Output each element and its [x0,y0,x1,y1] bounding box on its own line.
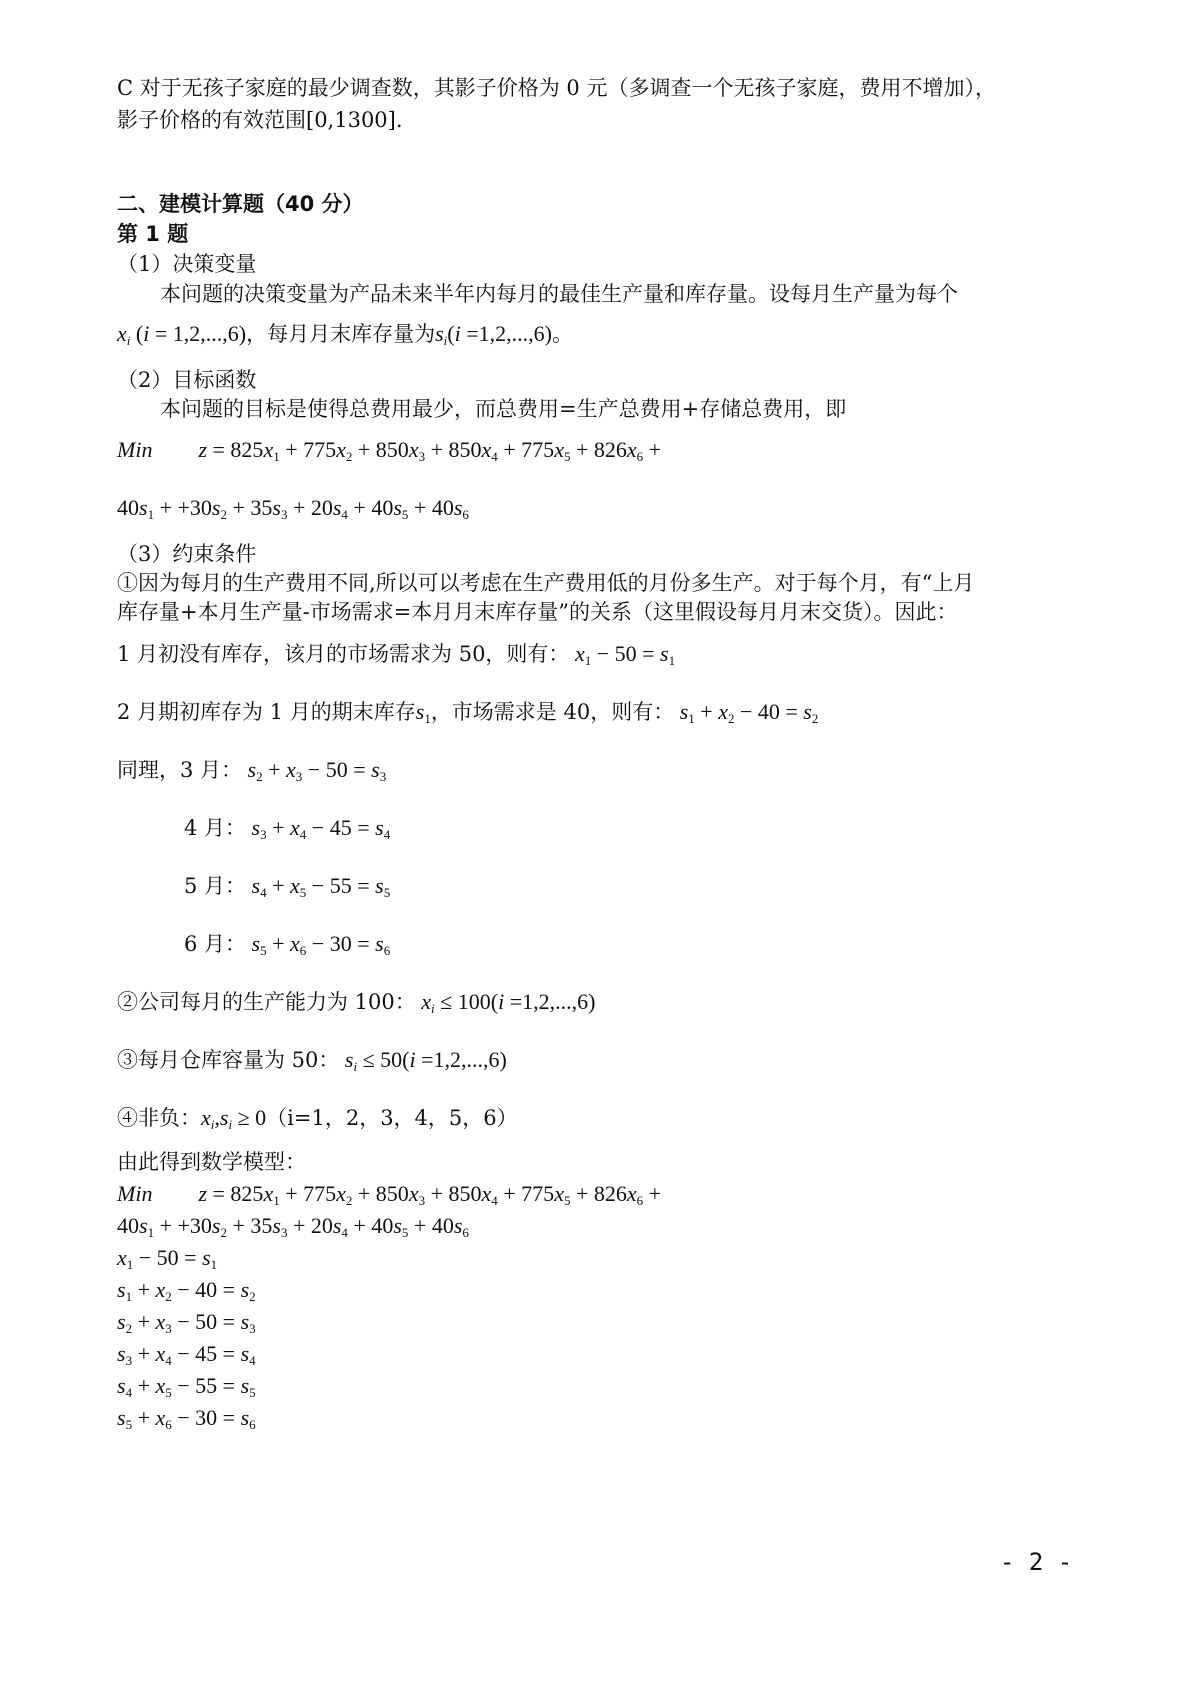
intro-line-2: 影子价格的有效范围[0,1300]. [117,108,403,132]
part1-text: 本问题的决策变量为产品未来半年内每月的最佳生产量和库存量。设每月生产量为每个 [160,282,958,306]
constraint-4-text: ④非负： [117,1106,201,1130]
constraint-4-line: ④非负：$x_i,s_i \ge 0(i=1$，2，3，4，5，6） [117,1105,518,1132]
math-s-def: $s_i(i =1,2,...,6)$ [435,321,552,348]
part2-heading: （2）目标函数 [117,368,257,392]
part2-text: 本问题的目标是使得总费用最少，而总费用=生产总费用+存储总费用，即 [160,397,847,421]
model-objective-line-1: Min $z = 825x_1 + 775x_2 + 850x_3 + 850x_4 + 775x_5 + 826x_6$ + [117,1181,662,1208]
math-x-def: $x_i$ (i = 1,2,...,6) [117,321,247,348]
june-label: 6 月： [184,932,247,956]
model-constraint-6: $s_5 + x_6 - 30 = s_6$ [117,1405,256,1432]
part1-text2-mid: ，每月月末库存量为 [246,322,436,346]
constraint-1-line-2: 库存量+本月生产量-市场需求=本月月末库存量”的关系（这里假设每月月末交货）。因此： [117,600,958,624]
intro-line-1: C 对于无孩子家庭的最少调查数，其影子价格为 0 元（多调查一个无孩子家庭，费用不增加）， [117,76,996,100]
model-constraint-4: $s_3 + x_4 - 45 = s_4$ [117,1341,256,1368]
part1-text2-end: 。 [551,322,573,346]
constraint-2-text: ②公司每月的生产能力为 100： [117,990,416,1014]
constraint-4-tail: （i=1，2，3，4，5，6） [266,1106,518,1130]
problem-title: 第 1 题 [117,222,189,246]
page-number: - 2 - [1000,1548,1073,1576]
constraint-3-line: ③每月仓库容量为 50： $s_i \le 50(i =1,2,...,6)$ [117,1047,507,1074]
march-label: 同理，3 月： [117,758,243,782]
constraint-3-text: ③每月仓库容量为 50： [117,1048,340,1072]
part1-variables-line [117,320,573,348]
january-line: 1 月初没有库存，该月的市场需求为 50，则有： $x_1 - 50 = s_1$ [117,641,676,668]
model-heading: 由此得到数学模型： [117,1150,306,1174]
april-line: 4 月： $s_3 + x_4 - 45 = s_4$ [184,815,391,842]
model-constraint-5: $s_4 + x_5 - 55 = s_5$ [117,1373,256,1400]
model-constraint-2: $s_1 + x_2 - 40 = s_2$ [117,1277,256,1304]
model-constraint-3: $s_2 + x_3 - 50 = s_3$ [117,1309,256,1336]
february-text-a: 2 月期初库存为 1 月的期末库存 [117,700,416,724]
constraint-2-line: ②公司每月的生产能力为 100： $x_i \le 100(i =1,2,...,6)$ [117,989,596,1016]
january-text: 1 月初没有库存，该月的市场需求为 50，则有： [117,642,570,666]
february-text-b: ，市场需求是 40，则有： [430,700,675,724]
constraint-1-line-1: ①因为每月的生产费用不同,所以可以考虑在生产费用低的月份多生产。对于每个月，有“上月 [117,571,975,595]
objective-line-2: $40s_1 + +30s_2 + 35s_3 + 20s_4 + 40s_5 + 40s_6$ [117,495,469,522]
march-line: 同理，3 月： $s_2 + x_3 - 50 = s_3$ [117,757,387,784]
section-title: 二、建模计算题（40 分） [117,192,364,216]
february-line: 2 月期初库存为 1 月的期末库存$s_1$，市场需求是 40，则有： $s_1 + x_2 - 40 = s_2$ [117,699,819,726]
part3-heading: （3）约束条件 [117,542,257,566]
may-label: 5 月： [184,874,247,898]
model-constraint-1: $x_1 - 50 = s_1$ [117,1245,218,1272]
part1-heading: （1）决策变量 [117,252,257,276]
min-label: Min [117,437,153,462]
objective-line-1: Min $z = 825x_1 + 775x_2 + 850x_3 + 850x_4 + 775x_5 + 826x_6$ + [117,437,662,464]
june-line: 6 月： $s_5 + x_6 - 30 = s_6$ [184,931,391,958]
model-objective-line-2: $40s_1 + +30s_2 + 35s_3 + 20s_4 + 40s_5 + 40s_6$ [117,1213,469,1240]
may-line: 5 月： $s_4 + x_5 - 55 = s_5$ [184,873,391,900]
april-label: 4 月： [184,816,247,840]
